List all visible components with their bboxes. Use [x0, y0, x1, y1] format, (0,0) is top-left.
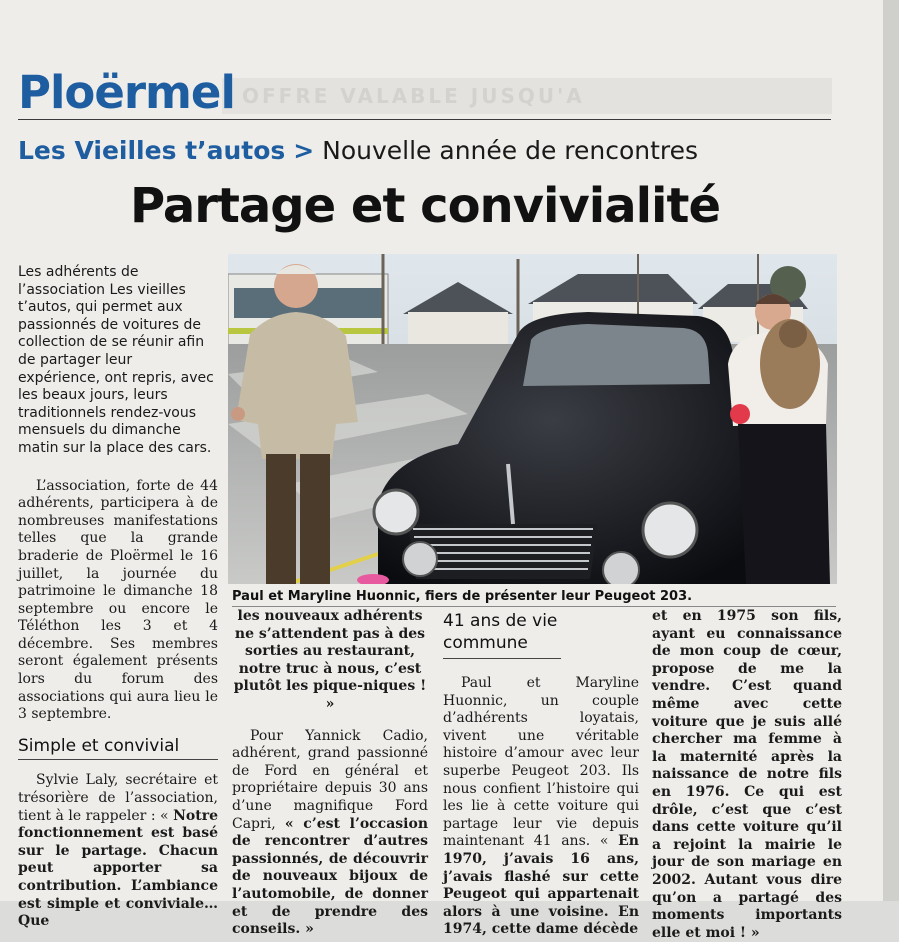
- show-through-ad-banner: OFFRE VALABLE JUSQU'A: [222, 78, 832, 114]
- photo-caption: Paul et Maryline Huonnic, fiers de présenter leur Peugeot 203.: [232, 589, 693, 604]
- paragraph-association: L’association, forte de 44 adhérents, participera à de nombreuses manifestations telles que la grande braderie de Ploërmel le 16 juillet, la journée du patrimoine le dimanche 18 septembre ou encore le Téléthon les 3 et 4 décembre. Ses membres seront également présents lors du forum des associations qui aura lieu le 3 septembre.: [18, 477, 218, 723]
- vintage-car-photo: [228, 254, 837, 584]
- huonnic-quote-continued: et en 1975 son fils, ayant eu connaissance de mon coup de cœur, propose de me la vendre. C’est quand même avec cette voiture que je suis allé chercher ma femme à la maternité après la naissance de notre fils en 1976. Ce qui est drôle, c’est que c’est dans cette voiture qu’il a rejoint la mairie le jour de son mariage en 2002. Autant vous dire qu’on a partagé des moments importants elle et moi ! »: [652, 608, 842, 941]
- sylvie-quote: Notre fonctionnement est basé sur le partage. Chacun peut apporter sa contribution. L’ambiance est simple et conviviale… Que: [18, 807, 218, 930]
- kicker-topic: Les Vieilles t’autos: [18, 136, 286, 165]
- paragraph-sylvie: [18, 772, 218, 930]
- huonnic-intro: Paul et Maryline Huonnic, un couple d’adhérents loyatais, vivent une véritable histoire d’amour avec leur superbe Peugeot 203. Ils nous confient l’histoire qui les lie à cette voiture qui partage leur vie depuis maintenant 41 ans. «: [443, 675, 639, 850]
- header-rule: [18, 119, 831, 120]
- column-1: [18, 264, 218, 931]
- subhead-41-ans: 41 ans de vie commune: [443, 610, 561, 659]
- kicker-subtitle: Nouvelle année de rencontres: [322, 136, 699, 165]
- section-city-title: Ploërmel: [18, 66, 235, 119]
- sylvie-intro: Sylvie Laly, secrétaire et trésorière de l’association, tient à le rappeler : «: [18, 772, 218, 824]
- yannick-quote: « c’est l’occasion de rencontrer d’autres passionnés, de découvrir de nouveaux bijoux de l’automobile, de donner et de prendre des conseils. »: [232, 815, 428, 938]
- kicker-separator: >: [293, 136, 315, 165]
- huonnic-quote: En 1970, j’avais 16 ans, j’avais flashé sur cette Peugeot qui appartenait alors à une voisine. En 1974, cette dame décède: [443, 833, 639, 938]
- page-fold-edge: [883, 0, 899, 901]
- headline: Partage et convivialité: [130, 178, 721, 234]
- yannick-intro: Pour Yannick Cadio, adhérent, grand passionné de Ford en général et propriétaire depuis 30 ans d’une magnifique Ford Capri,: [232, 727, 428, 832]
- paragraph-huonnic: [443, 675, 639, 939]
- paragraph-yannick: [232, 728, 428, 939]
- column-4: [652, 608, 842, 942]
- column-3: [443, 610, 639, 939]
- kicker: [18, 136, 698, 165]
- subhead-simple-convivial: Simple et convivial: [18, 738, 218, 761]
- lead-paragraph: Les adhérents de l’association Les vieilles t’autos, qui permet aux passionnés de voitures de collection de se réunir afin de partager leur expérience, ont repris, avec les beaux jours, leurs traditionnels rendez-vous mensuels du dimanche matin sur la place des cars.: [18, 264, 214, 456]
- sylvie-quote-continued: les nouveaux adhérents ne s’attendent pas à des sorties au restaurant, notre truc à nous, c’est plutôt les pique-niques ! »: [233, 608, 427, 712]
- column-2: [232, 608, 428, 939]
- caption-rule: [232, 606, 836, 607]
